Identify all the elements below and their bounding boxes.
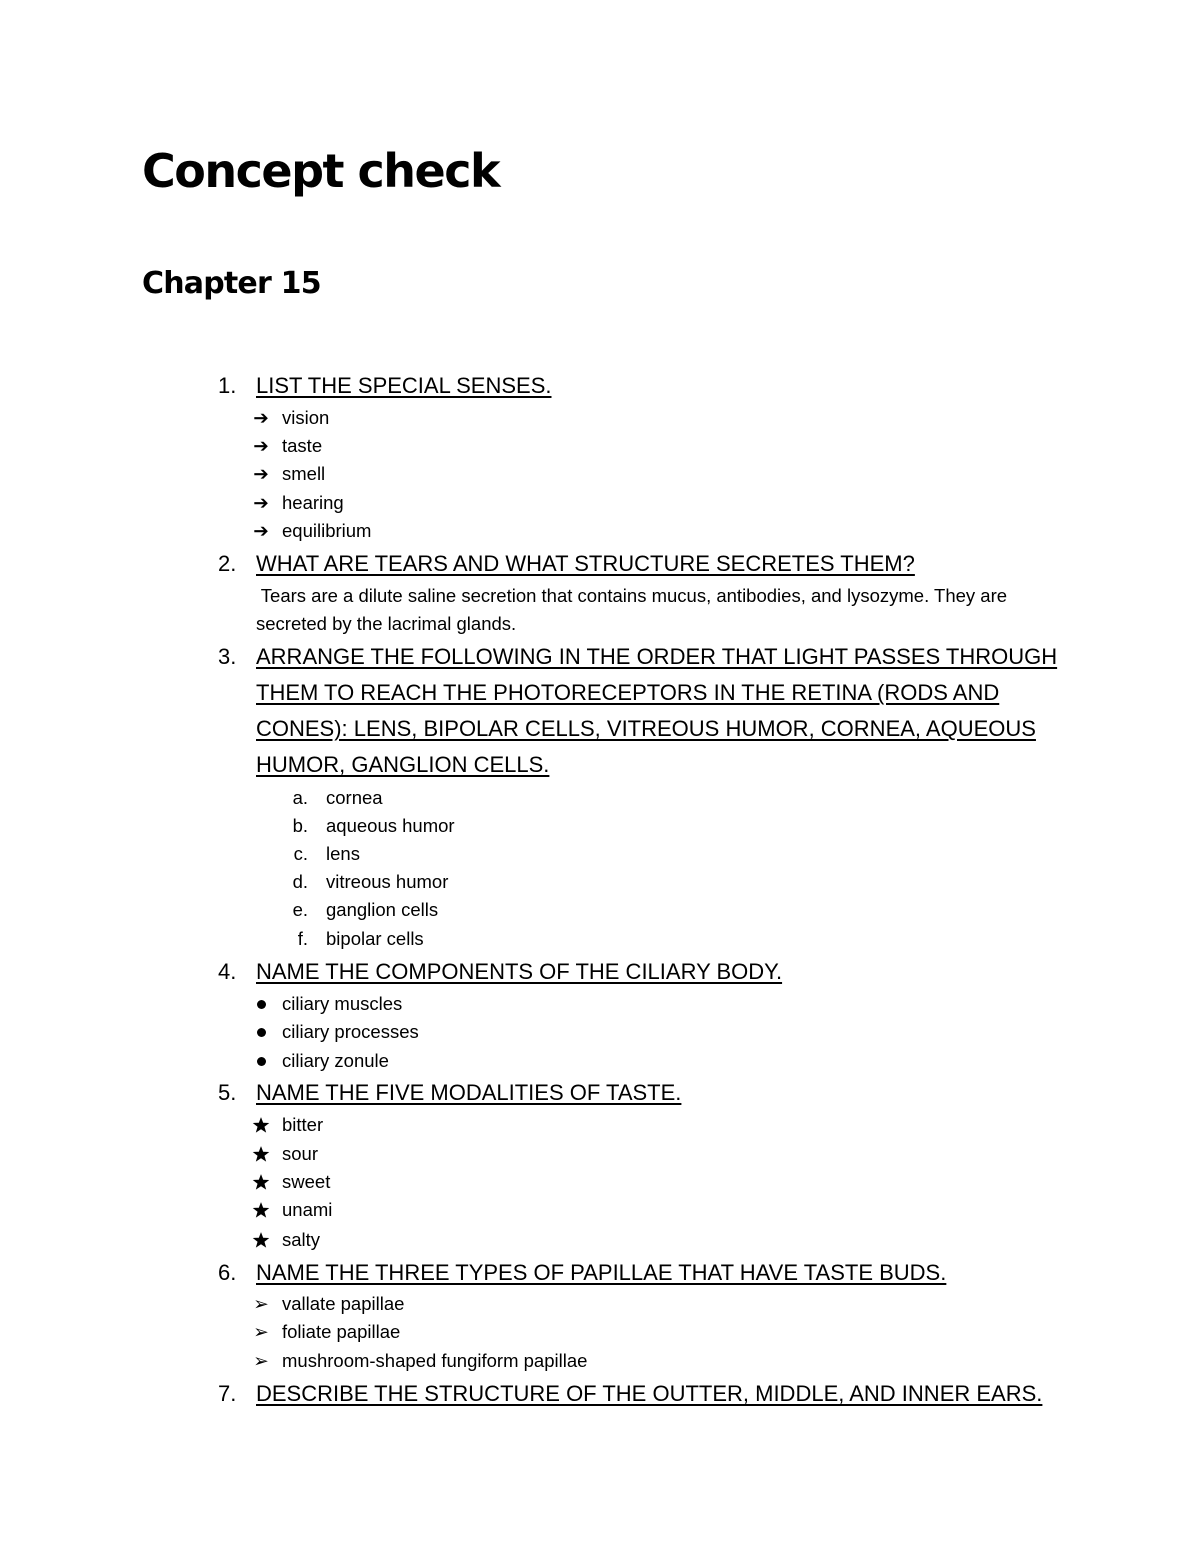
list-item: b. aqueous humor [0,812,1200,840]
list-letter: a. [292,787,308,808]
chevron-right-icon: ➢ [253,1321,269,1342]
arrow-icon: ➔ [253,463,269,484]
question-text: NAME THE COMPONENTS OF THE CILIARY BODY. [256,959,783,984]
question-text: NAME THE THREE TYPES OF PAPILLAE THAT HAVE TASTE BUDS. [256,1260,947,1285]
question-text: ARRANGE THE FOLLOWING IN THE ORDER THAT LIGHT PASSES THROUGH THEM TO REACH THE PHOTORECEPTORS IN THE RETINA (RODS AND CONES): LENS, BIPOLAR CELLS, VITREOUS HUMOR, CORNEA, AQUEOUS HUMOR, GANGLION CELLS. [256,644,1058,777]
star-icon [246,1226,276,1254]
chevron-right-icon: ➢ [253,1293,269,1314]
list-item: salty [0,1226,1200,1254]
star-icon [246,1168,276,1196]
list-item: unami [0,1196,1200,1224]
chevron-right-icon: ➢ [253,1350,269,1371]
star-icon [246,1140,276,1168]
question-number: 3. [218,644,237,669]
bullet-dot-icon [246,1018,276,1046]
list-item: ➔ taste [0,432,1200,460]
bullet-dot-icon [246,1047,276,1075]
page-title: Concept check [142,144,500,198]
list-letter: d. [292,871,308,892]
list-item: ➢ mushroom-shaped fungiform papillae [0,1347,1200,1375]
list-item: ➔ equilibrium [0,517,1200,545]
list-item: ➔ hearing [0,489,1200,517]
question-number: 5. [218,1080,237,1105]
star-icon [246,1111,276,1139]
list-item: ciliary muscles [0,990,1200,1018]
arrow-icon: ➔ [253,435,269,456]
list-letter: e. [292,899,308,920]
question-number: 7. [218,1381,237,1406]
list-letter: b. [292,815,308,836]
question-text: LIST THE SPECIAL SENSES. [256,373,552,398]
question-number: 2. [218,551,237,576]
list-item: ➔ vision [0,404,1200,432]
question-number: 1. [218,373,237,398]
question-number: 6. [218,1260,237,1285]
list-item: a. cornea [0,784,1200,812]
list-item: f. bipolar cells [0,925,1200,953]
question-text: NAME THE FIVE MODALITIES OF TASTE. [256,1080,682,1105]
answer-text: secreted by the lacrimal glands. [256,613,517,634]
list-item: ➢ foliate papillae [0,1318,1200,1346]
list-item: bitter [0,1111,1200,1139]
list-item: ➢ vallate papillae [0,1290,1200,1318]
arrow-icon: ➔ [253,520,269,541]
list-item: ciliary processes [0,1018,1200,1046]
arrow-icon: ➔ [253,407,269,428]
bullet-dot-icon [246,990,276,1018]
list-item: sour [0,1140,1200,1168]
question-number: 4. [218,959,237,984]
list-item: d. vitreous humor [0,868,1200,896]
question-text: WHAT ARE TEARS AND WHAT STRUCTURE SECRETES THEM? [256,551,915,576]
question-text: DESCRIBE THE STRUCTURE OF THE OUTTER, MIDDLE, AND INNER EARS. [256,1381,1043,1406]
list-item: sweet [0,1168,1200,1196]
star-icon [246,1196,276,1224]
list-item: ciliary zonule [0,1047,1200,1075]
answer-text: Tears are a dilute saline secretion that contains mucus, antibodies, and lysozyme. They are [256,585,1008,606]
chapter-heading: Chapter 15 [142,266,321,301]
list-item: ➔ smell [0,460,1200,488]
list-letter: f. [297,928,308,949]
list-item: e. ganglion cells [0,896,1200,924]
list-item: c. lens [0,840,1200,868]
arrow-icon: ➔ [253,492,269,513]
list-letter: c. [293,843,308,864]
